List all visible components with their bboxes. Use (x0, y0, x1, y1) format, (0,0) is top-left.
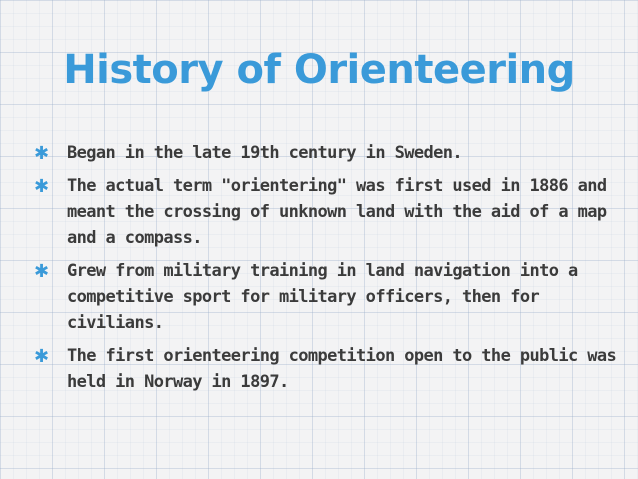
bullet-text: Began in the late 19th century in Sweden. (67, 143, 463, 163)
slide-title: History of Orienteering (63, 47, 575, 93)
bullet-text: The actual term "orientering" was first used in 1886 and meant the crossing of unknown land with the aid of a map and a compass. (67, 176, 607, 248)
list-item (34, 173, 624, 251)
asterisk-bullet-icon: ✱ (34, 261, 49, 282)
list-item (34, 140, 624, 166)
bullet-list (34, 140, 624, 402)
asterisk-bullet-icon: ✱ (34, 176, 49, 197)
asterisk-bullet-icon: ✱ (34, 143, 49, 164)
bullet-text: The first orienteering competition open to the public was held in Norway in 1897. (67, 346, 617, 392)
asterisk-bullet-icon: ✱ (34, 346, 49, 367)
list-item (34, 343, 624, 395)
list-item (34, 258, 624, 336)
bullet-text: Grew from military training in land navigation into a competitive sport for military officers, then for civilians. (67, 261, 578, 333)
